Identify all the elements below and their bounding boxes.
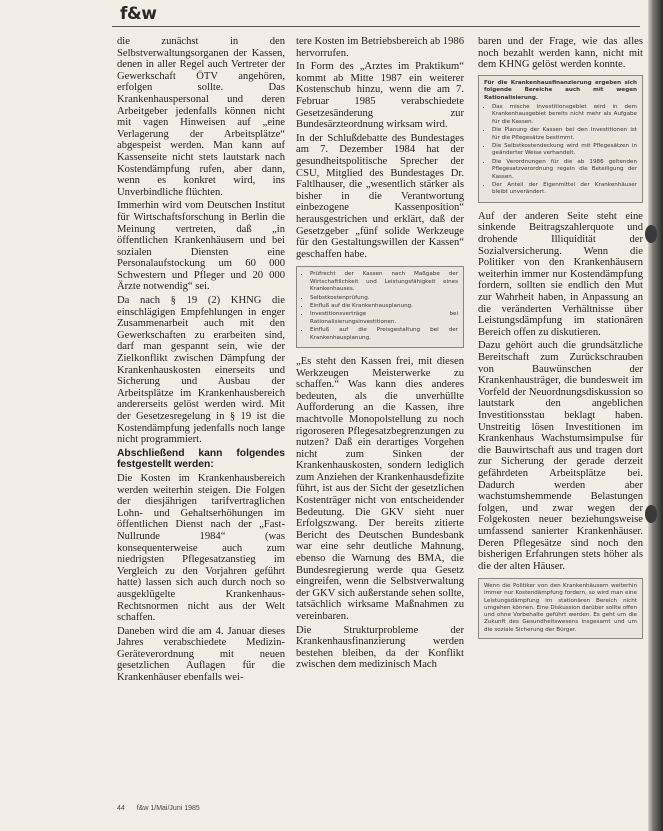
paragraph: In Form des „Arztes im Praktikum“ kommt ab Mitte 1987 ein weiterer Kostenschub hinzu, wenn die am 7. Februar 1985 verabschiedete Gesetzesänderung zur Bundesärzteordnung wirksam wird.: [296, 61, 464, 131]
paragraph: „Es steht den Kassen frei, mit diesen Werkzeugen Meisterwerke zu schaffen.“ Was kann dies anderes bedeuten, als die unverhüllte Aufforderung an die Kassen, ihre machtvolle Monopolstellung zu noch rigoroseren Pflegesatzbegrenzungen zu nutzen? Daß ein derartiges Vorgehen nicht zum Sinken der Krankenhauskosten, sondern lediglich zum Anziehen der Krankenhausdefizite führt, ist aus der Sicht der gesetzlichen Kostenträger nicht von entscheidender Bedeutung. Die GKV sieht nuer Erfolgszwang. Der bereits zitierte Bericht des Deutschen Bundesbank war eine sehr deutliche Mahnung, ebenso die Warnung des BMA, die Bundesregierung werde qua Gesetz eingreifen, wenn die Selbstverwaltung der GKV sich außerstande sehen sollte, tatsächlich wirksame Maßnahmen zu vereinbaren.: [296, 355, 464, 622]
punch-hole: [645, 225, 657, 243]
page-header: [112, 0, 640, 28]
column-3: [478, 36, 643, 647]
paragraph: Daneben wird die am 4. Januar dieses Jahres verabschiedete Medizin-Geräteverordnung mit neuen gesetzlichen Auflagen für die Krankenhäuser ebenfalls wei-: [117, 625, 285, 684]
box-item: • Einfluß auf die Krankenhausplanung.: [310, 303, 458, 310]
paragraph: Die Kosten im Krankenhausbereich werden weiterhin steigen. Die Folgen der diesjährigen tarifvertraglichen Lohn- und Gehaltserhöhungen im öffentlichen Dienst nach der „Fast-Nullrunde 1984“ (was konsequenterweise auch zum niedrigsten Pflegesatzanstieg im Vergleich zu den Vorjahren geführt hatte) lassen sich auch durch noch so ausgeklügelte Krankenhaus-Rechtsnormen nicht aus der Welt schaffen.: [117, 472, 285, 624]
box-item: • Die Verordnungen für die ab 1986 geltenden Pflegesatzverordnung regeln die Beteiligung der Kassen.: [492, 159, 637, 181]
binder-edge: [648, 0, 663, 831]
column-2: [296, 36, 464, 673]
page-number: 44: [117, 805, 125, 812]
paragraph: In der Schlußdebatte des Bundestages am 7. Dezember 1984 hat der gesundheitspolitische Sprecher der CSU, Mitglied des Bundestages Dr. Faltlhauser, die „wesentlich stärker als bisher in die Verantwortung einbezogene Kassenposition“ herausgestrichen und erklärt, daß der Gesetzgeber „fünf solide Werkzeuge für den Gestaltungswillen der Kassen“ geschaffen habe.: [296, 132, 464, 260]
paragraph: die zunächst in den Selbstverwaltungsorganen der Kassen, denen in aller Regel auch Vertreter der Gewerkschaft ÖTV angehören, erfolgen sollte. Das Krankenhauspersonal und deren Arbeitgeber jedenfalls können nicht mit vagen Hinweisen auf „eine Verlagerung der Arbeitsplätze“ abgespeist werden. Man kann auf Kassenseite nicht stets lautstark nach Kostendämpfung rufen, aber dann, wenn es konkret wird, ins Unverbindliche flüchten.: [117, 36, 285, 198]
box-heading: Für die Krankenhausfinanzierung ergeben sich folgende Bereiche auch mit wegen Rationalisierung.: [484, 79, 637, 101]
paragraph: Da nach § 19 (2) KHNG die einschlägigen Empfehlungen in enger Zusammenarbeit auch mit den Gewerkschaften zu erarbeiten sind, darf man gespannt sein, wie der Zielkonflikt zwischen Dämpfung der Krankenhauskosten einerseits und Sicherung und Ausbau der Arbeitsplätze im Krankenhausbereich andererseits gelöst werden wird. Mit der Gesetzesregelung in § 19 ist die Kostendämpfung jedenfalls noch lange nicht programmiert.: [117, 295, 285, 446]
box-item: • Das mische Investitionsgebiet wird in dem Krankenhausgebiet bereits nicht mehr als Aufgabe für die Kassen.: [492, 104, 637, 126]
punch-hole: [645, 505, 657, 523]
info-box-tools: [296, 266, 464, 348]
paragraph: Dazu gehört auch die grundsätzliche Bereitschaft zum Zurückschrauben von Bauwünschen der Krankenhausträger, die bundesweit im Vorfeld der Neuordnungsdiskussion so lautstark den angeblichen Investitionsstau beklagt haben. Unstreitig lösen Investitionen im Krankenhaus Wachstumsimpulse für die Bauwirtschaft aus und tragen dort zur Sicherung der gerade derzeit gefährdeten Arbeitsplätze bei. Dadurch werden aber wachstumshemmende Belastungen folgen, und zwar wegen der Folgekosten neuer beziehungsweise umfassend sanierter Krankenhäuser. Deren Pflegesätze sind noch den bisherigen Erfahrungen stets höher als die der alten Häuser.: [478, 340, 643, 572]
box-item: • Investitionsverträge bei Rationalisierungsinvestitionen.: [310, 311, 458, 326]
paragraph: tere Kosten im Betriebsbereich ab 1986 hervorrufen.: [296, 36, 464, 59]
header-rule: [112, 26, 640, 27]
column-1: [117, 36, 285, 686]
box-item: • Der Anteil der Eigenmittel der Krankenhäuser bleibt unverändert.: [492, 182, 637, 197]
subheading: Abschließend kann folgendes festgestellt werden:: [117, 447, 285, 471]
paragraph: Auf der anderen Seite steht eine sinkende Beitragszahlerquote und drohende Illiquidität der Sozialversicherung. Wenn die Politiker von den Krankenhäusern weiterhin immer nur Kostendämpfung fordern, sollten sie endlich den Mut zur Wahrheit haben, in Anpassung an die veränderten Verhältnisse über Leistungsdämpfung im stationären Bereich offen zu diskutieren.: [478, 210, 643, 338]
info-box-financing: [478, 75, 643, 203]
info-box-summary: Wenn die Politiker von den Krankenhäusern weiterhin immer nur Kostendämpfung fordern, so wird man eine Leistungsdämpfung im stationären Bereich nicht umgehen können. Eine Diskussion darüber sollte offen und ohne Vorbehalte geführt werden. Es geht um die Zukunft des Gesundheitswesens insgesamt und um die soziale Sicherung der Bürger.: [478, 578, 643, 638]
paragraph: baren und der Frage, wie das alles noch bezahlt werden kann, nicht mit dem KHNG gelöst werden konnte.: [478, 36, 643, 71]
paragraph: Die Strukturprobleme der Krankenhausfinanzierung werden bestehen bleiben, da der Konflikt zwischen dem medizinisch Mach: [296, 624, 464, 671]
page-footer: [117, 805, 200, 812]
box-item: • Die Planung der Kassen bei den Investitionen ist für die Pflegesätze bestimmt.: [492, 127, 637, 142]
paragraph: Immerhin wird vom Deutschen Institut für Wirtschaftsforschung in Berlin die Meinung vertreten, daß „in öffentlichen Krankenhäusern und bei sozialen Diensten eine Personalaufstockung um 60 000 Schwestern und Pfleger und 20 000 Ärzte notwendig“ sei.: [117, 200, 285, 293]
issue-label: f&w 1/Mai/Juni 1985: [136, 805, 200, 812]
box-item: • Einfluß auf die Preisgestaltung bei der Krankenhausplanung.: [310, 327, 458, 342]
box-item: • Die Selbstkostendeckung wird mit Pflegesätzen in geänderter Weise verhandelt.: [492, 143, 637, 158]
box-item: • Selbstkostenprüfung.: [310, 295, 458, 302]
magazine-logo: f&w: [120, 4, 157, 24]
box-item: • Prüfrecht der Kassen nach Maßgabe der Wirtschaftlichkeit und Leistungsfähigkeit eines Krankenhauses.: [310, 271, 458, 293]
